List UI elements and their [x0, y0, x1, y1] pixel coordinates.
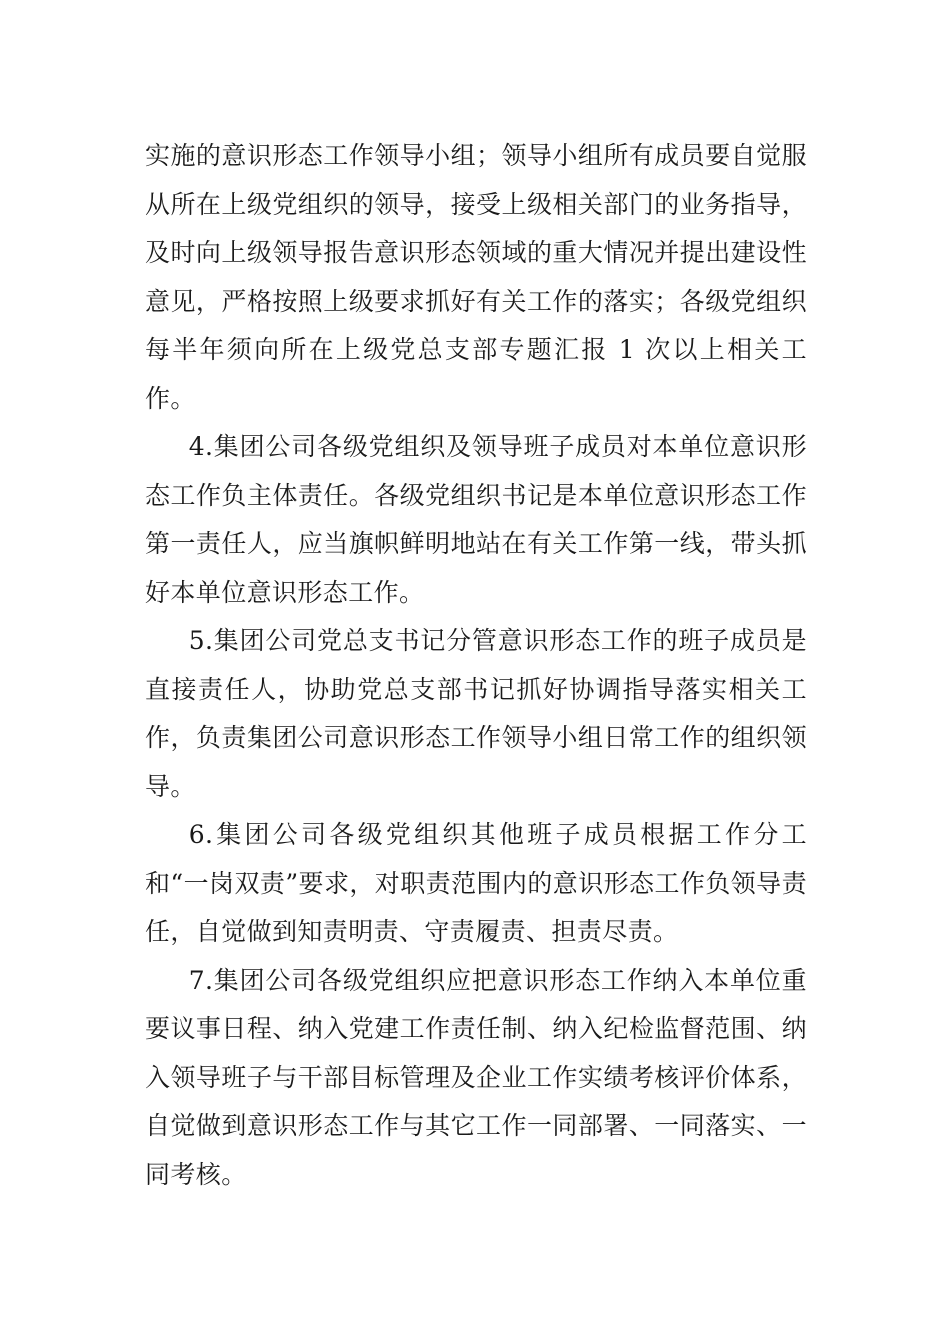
paragraph-item-6: 6.集团公司各级党组织其他班子成员根据工作分工和“一岗双责”要求，对职责范围内的意识形态工作负领导责任，自觉做到知责明责、守责履责、担责尽责。: [145, 820, 807, 946]
paragraph-item-4: 4.集团公司各级党组织及领导班子成员对本单位意识形态工作负主体责任。各级党组织书记是本单位意识形态工作第一责任人，应当旗帜鲜明地站在有关工作第一线，带头抓好本单位意识形态工作。: [145, 432, 807, 607]
document-body: [145, 132, 807, 1199]
paragraph-continuation: 实施的意识形态工作领导小组；领导小组所有成员要自觉服从所在上级党组织的领导，接受上级相关部门的业务指导，及时向上级领导报告意识形态领域的重大情况并提出建设性意见，严格按照上级要求抓好有关工作的落实；各级党组织每半年须向所在上级党总支部专题汇报 1 次以上相关工作。: [145, 141, 807, 413]
paragraph-item-7: 7.集团公司各级党组织应把意识形态工作纳入本单位重要议事日程、纳入党建工作责任制、纳入纪检监督范围、纳入领导班子与干部目标管理及企业工作实绩考核评价体系，自觉做到意识形态工作与其它工作一同部署、一同落实、一同考核。: [145, 965, 807, 1189]
paragraph-item-5: 5.集团公司党总支书记分管意识形态工作的班子成员是直接责任人，协助党总支部书记抓好协调指导落实相关工作，负责集团公司意识形态工作领导小组日常工作的组织领导。: [145, 626, 807, 801]
